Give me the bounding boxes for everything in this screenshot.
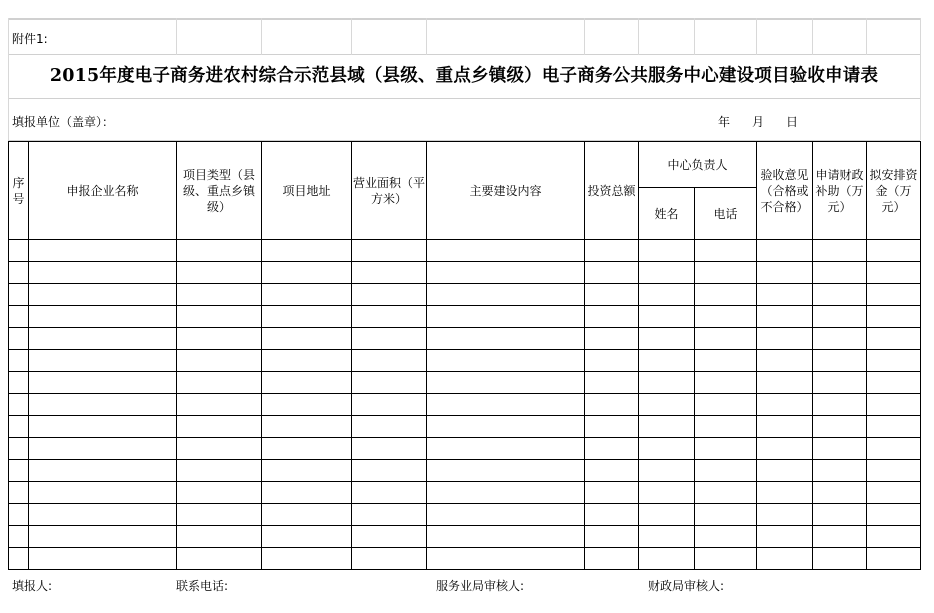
grid-vline bbox=[584, 18, 585, 55]
table-cell[interactable] bbox=[352, 240, 427, 262]
table-cell[interactable] bbox=[9, 394, 29, 416]
table-cell[interactable] bbox=[9, 526, 29, 548]
table-cell[interactable] bbox=[639, 504, 695, 526]
table-cell[interactable] bbox=[427, 526, 585, 548]
table-cell[interactable] bbox=[352, 548, 427, 570]
table-cell[interactable] bbox=[757, 416, 813, 438]
application-table bbox=[8, 141, 921, 570]
table-cell[interactable] bbox=[867, 394, 921, 416]
table-cell[interactable] bbox=[585, 504, 639, 526]
header-name: 姓名 bbox=[639, 188, 695, 240]
table-cell[interactable] bbox=[262, 394, 352, 416]
table-cell[interactable] bbox=[262, 306, 352, 328]
table-cell[interactable] bbox=[352, 284, 427, 306]
table-cell[interactable] bbox=[867, 262, 921, 284]
table-cell[interactable] bbox=[177, 372, 262, 394]
table-cell[interactable] bbox=[585, 526, 639, 548]
table-cell[interactable] bbox=[695, 460, 757, 482]
table-cell[interactable] bbox=[177, 306, 262, 328]
table-cell[interactable] bbox=[585, 394, 639, 416]
table-cell[interactable] bbox=[757, 372, 813, 394]
table-cell[interactable] bbox=[352, 306, 427, 328]
table-cell[interactable] bbox=[29, 306, 177, 328]
table-cell[interactable] bbox=[813, 482, 867, 504]
table-cell[interactable] bbox=[639, 394, 695, 416]
table-cell[interactable] bbox=[813, 240, 867, 262]
table-cell[interactable] bbox=[757, 460, 813, 482]
table-cell[interactable] bbox=[262, 438, 352, 460]
grid-vline bbox=[426, 18, 427, 55]
table-cell[interactable] bbox=[757, 482, 813, 504]
table-cell[interactable] bbox=[427, 350, 585, 372]
table-row bbox=[9, 328, 921, 350]
table-cell[interactable] bbox=[427, 460, 585, 482]
table-cell[interactable] bbox=[867, 504, 921, 526]
table-cell[interactable] bbox=[867, 526, 921, 548]
table-cell[interactable] bbox=[695, 328, 757, 350]
date-year: 年 bbox=[718, 115, 731, 129]
table-cell[interactable] bbox=[427, 394, 585, 416]
table-cell[interactable] bbox=[29, 526, 177, 548]
table-row bbox=[9, 526, 921, 548]
table-cell[interactable] bbox=[867, 306, 921, 328]
table-cell[interactable] bbox=[639, 372, 695, 394]
table-row bbox=[9, 504, 921, 526]
table-cell[interactable] bbox=[262, 328, 352, 350]
table-cell[interactable] bbox=[585, 262, 639, 284]
grid-vline bbox=[756, 18, 757, 55]
grid-vline bbox=[694, 18, 695, 55]
table-cell[interactable] bbox=[757, 306, 813, 328]
table-row bbox=[9, 416, 921, 438]
header-person-in-charge: 中心负责人 bbox=[639, 142, 757, 188]
table-cell[interactable] bbox=[29, 394, 177, 416]
table-cell[interactable] bbox=[867, 284, 921, 306]
table-cell[interactable] bbox=[639, 350, 695, 372]
table-cell[interactable] bbox=[867, 438, 921, 460]
table-cell[interactable] bbox=[29, 372, 177, 394]
table-cell[interactable] bbox=[813, 526, 867, 548]
header-subsidy: 申请财政补助（万元） bbox=[813, 142, 867, 240]
table-cell[interactable] bbox=[695, 526, 757, 548]
table-cell[interactable] bbox=[757, 526, 813, 548]
table-cell[interactable] bbox=[585, 460, 639, 482]
table-cell[interactable] bbox=[352, 526, 427, 548]
table-cell[interactable] bbox=[813, 460, 867, 482]
table-row bbox=[9, 460, 921, 482]
table-cell[interactable] bbox=[757, 394, 813, 416]
table-cell[interactable] bbox=[585, 416, 639, 438]
table-cell[interactable] bbox=[9, 262, 29, 284]
table-cell[interactable] bbox=[262, 548, 352, 570]
table-cell[interactable] bbox=[427, 438, 585, 460]
table-cell[interactable] bbox=[262, 460, 352, 482]
table-cell[interactable] bbox=[867, 240, 921, 262]
table-cell[interactable] bbox=[262, 240, 352, 262]
table-cell[interactable] bbox=[427, 548, 585, 570]
table-cell[interactable] bbox=[757, 504, 813, 526]
table-cell[interactable] bbox=[695, 504, 757, 526]
table-cell[interactable] bbox=[9, 482, 29, 504]
table-cell[interactable] bbox=[867, 328, 921, 350]
table-cell[interactable] bbox=[639, 460, 695, 482]
document-title: 2015年度电子商务进农村综合示范县域（县级、重点乡镇级）电子商务公共服务中心建设项目验收申请表 bbox=[49, 66, 879, 86]
table-cell[interactable] bbox=[177, 350, 262, 372]
table-cell[interactable] bbox=[177, 482, 262, 504]
table-cell[interactable] bbox=[757, 262, 813, 284]
table-row bbox=[9, 548, 921, 570]
table-cell[interactable] bbox=[352, 416, 427, 438]
table-cell[interactable] bbox=[695, 548, 757, 570]
table-cell[interactable] bbox=[177, 394, 262, 416]
table-cell[interactable] bbox=[29, 438, 177, 460]
table-row bbox=[9, 306, 921, 328]
table-cell[interactable] bbox=[585, 548, 639, 570]
table-cell[interactable] bbox=[177, 438, 262, 460]
header-acceptance: 验收意见（合格或不合格） bbox=[757, 142, 813, 240]
table-cell[interactable] bbox=[262, 482, 352, 504]
table-cell[interactable] bbox=[9, 240, 29, 262]
table-cell[interactable] bbox=[695, 394, 757, 416]
table-cell[interactable] bbox=[695, 438, 757, 460]
table-cell[interactable] bbox=[427, 262, 585, 284]
table-cell[interactable] bbox=[29, 548, 177, 570]
table-cell[interactable] bbox=[262, 504, 352, 526]
footer-contact-phone: 联系电话: bbox=[176, 579, 229, 593]
table-cell[interactable] bbox=[639, 284, 695, 306]
table-row bbox=[9, 438, 921, 460]
header-seq: 序号 bbox=[9, 142, 29, 240]
table-cell[interactable] bbox=[585, 328, 639, 350]
table-cell[interactable] bbox=[695, 350, 757, 372]
table-cell[interactable] bbox=[177, 262, 262, 284]
table-row bbox=[9, 284, 921, 306]
table-cell[interactable] bbox=[813, 262, 867, 284]
header-investment: 投资总额 bbox=[585, 142, 639, 240]
table-cell[interactable] bbox=[9, 460, 29, 482]
table-row bbox=[9, 262, 921, 284]
table-cell[interactable] bbox=[352, 460, 427, 482]
table-cell[interactable] bbox=[352, 262, 427, 284]
table-cell[interactable] bbox=[177, 328, 262, 350]
table-cell[interactable] bbox=[585, 306, 639, 328]
table-cell[interactable] bbox=[9, 284, 29, 306]
table-cell[interactable] bbox=[585, 284, 639, 306]
table-cell[interactable] bbox=[813, 372, 867, 394]
table-cell[interactable] bbox=[867, 416, 921, 438]
grid-vline bbox=[176, 18, 177, 55]
table-cell[interactable] bbox=[9, 328, 29, 350]
table-cell[interactable] bbox=[262, 284, 352, 306]
table-cell[interactable] bbox=[352, 482, 427, 504]
table-cell[interactable] bbox=[757, 438, 813, 460]
table-cell[interactable] bbox=[262, 372, 352, 394]
table-cell[interactable] bbox=[29, 350, 177, 372]
table-cell[interactable] bbox=[585, 240, 639, 262]
table-cell[interactable] bbox=[813, 548, 867, 570]
header-area: 营业面积（平方米） bbox=[352, 142, 427, 240]
table-cell[interactable] bbox=[29, 416, 177, 438]
table-cell[interactable] bbox=[9, 350, 29, 372]
table-cell[interactable] bbox=[639, 262, 695, 284]
table-cell[interactable] bbox=[813, 306, 867, 328]
table-cell[interactable] bbox=[9, 438, 29, 460]
table-cell[interactable] bbox=[813, 350, 867, 372]
table-cell[interactable] bbox=[177, 416, 262, 438]
table-cell[interactable] bbox=[813, 416, 867, 438]
table-cell[interactable] bbox=[29, 240, 177, 262]
table-row bbox=[9, 350, 921, 372]
date-month: 月 bbox=[752, 115, 765, 129]
grid-vline bbox=[261, 18, 262, 55]
footer-service-bureau-reviewer: 服务业局审核人: bbox=[436, 579, 525, 593]
grid-vline bbox=[866, 18, 867, 55]
footer-finance-bureau-reviewer: 财政局审核人: bbox=[648, 579, 725, 593]
table-cell[interactable] bbox=[427, 372, 585, 394]
table-cell[interactable] bbox=[9, 504, 29, 526]
table-row bbox=[9, 394, 921, 416]
table-cell[interactable] bbox=[757, 548, 813, 570]
header-project-type: 项目类型（县级、重点乡镇级） bbox=[177, 142, 262, 240]
grid-vline bbox=[638, 18, 639, 55]
table-row bbox=[9, 372, 921, 394]
table-cell[interactable] bbox=[177, 504, 262, 526]
table-cell[interactable] bbox=[639, 306, 695, 328]
table-cell[interactable] bbox=[427, 416, 585, 438]
table-cell[interactable] bbox=[427, 306, 585, 328]
table-cell[interactable] bbox=[695, 372, 757, 394]
table-cell[interactable] bbox=[695, 416, 757, 438]
table-cell[interactable] bbox=[639, 548, 695, 570]
grid-line-attach bbox=[8, 36, 920, 55]
table-cell[interactable] bbox=[427, 504, 585, 526]
table-cell[interactable] bbox=[695, 262, 757, 284]
grid-line-top bbox=[8, 18, 920, 20]
table-cell[interactable] bbox=[352, 350, 427, 372]
table-cell[interactable] bbox=[9, 372, 29, 394]
table-cell[interactable] bbox=[585, 372, 639, 394]
table-cell[interactable] bbox=[639, 438, 695, 460]
table-cell[interactable] bbox=[262, 350, 352, 372]
table-cell[interactable] bbox=[757, 284, 813, 306]
table-cell[interactable] bbox=[29, 262, 177, 284]
table-cell[interactable] bbox=[9, 416, 29, 438]
table-cell[interactable] bbox=[813, 394, 867, 416]
table-cell[interactable] bbox=[262, 416, 352, 438]
date-day: 日 bbox=[786, 115, 799, 129]
table-cell[interactable] bbox=[695, 306, 757, 328]
table-row bbox=[9, 482, 921, 504]
table-cell[interactable] bbox=[427, 482, 585, 504]
table-cell[interactable] bbox=[639, 328, 695, 350]
footer-filler: 填报人: bbox=[12, 579, 53, 593]
grid-vline bbox=[920, 18, 921, 140]
table-cell[interactable] bbox=[585, 438, 639, 460]
header-arranged: 拟安排资金（万元） bbox=[867, 142, 921, 240]
table-cell[interactable] bbox=[29, 482, 177, 504]
table-cell[interactable] bbox=[695, 240, 757, 262]
table-cell[interactable] bbox=[177, 284, 262, 306]
table-body bbox=[9, 240, 921, 570]
table-cell[interactable] bbox=[427, 284, 585, 306]
table-cell[interactable] bbox=[867, 372, 921, 394]
table-cell[interactable] bbox=[867, 482, 921, 504]
table-cell[interactable] bbox=[639, 416, 695, 438]
table-cell[interactable] bbox=[813, 284, 867, 306]
table-cell[interactable] bbox=[427, 240, 585, 262]
table-cell[interactable] bbox=[352, 504, 427, 526]
table-cell[interactable] bbox=[177, 548, 262, 570]
attachment-label: 附件1: bbox=[12, 32, 48, 46]
table-cell[interactable] bbox=[695, 482, 757, 504]
table-cell[interactable] bbox=[757, 350, 813, 372]
table-cell[interactable] bbox=[585, 482, 639, 504]
table-cell[interactable] bbox=[639, 482, 695, 504]
header-company: 申报企业名称 bbox=[29, 142, 177, 240]
table-cell[interactable] bbox=[352, 438, 427, 460]
table-cell[interactable] bbox=[352, 372, 427, 394]
date-fields bbox=[718, 113, 820, 130]
table-cell[interactable] bbox=[352, 394, 427, 416]
table-cell[interactable] bbox=[427, 328, 585, 350]
table-cell[interactable] bbox=[813, 438, 867, 460]
table-cell[interactable] bbox=[695, 284, 757, 306]
table-cell[interactable] bbox=[177, 460, 262, 482]
table-cell[interactable] bbox=[29, 504, 177, 526]
table-cell[interactable] bbox=[867, 350, 921, 372]
header-phone: 电话 bbox=[695, 188, 757, 240]
table-cell[interactable] bbox=[639, 240, 695, 262]
table-cell[interactable] bbox=[867, 548, 921, 570]
table-cell[interactable] bbox=[29, 284, 177, 306]
table-row bbox=[9, 240, 921, 262]
table-cell[interactable] bbox=[177, 526, 262, 548]
header-content: 主要建设内容 bbox=[427, 142, 585, 240]
filler-unit-label: 填报单位（盖章）： bbox=[12, 115, 115, 129]
table-cell[interactable] bbox=[352, 328, 427, 350]
table-cell[interactable] bbox=[262, 526, 352, 548]
grid-vline bbox=[351, 18, 352, 55]
table-cell[interactable] bbox=[29, 460, 177, 482]
table-cell[interactable] bbox=[9, 548, 29, 570]
table-cell[interactable] bbox=[262, 262, 352, 284]
table-cell[interactable] bbox=[177, 240, 262, 262]
table-cell[interactable] bbox=[757, 328, 813, 350]
header-address: 项目地址 bbox=[262, 142, 352, 240]
grid-vline bbox=[812, 18, 813, 55]
table-cell[interactable] bbox=[813, 504, 867, 526]
table-cell[interactable] bbox=[867, 460, 921, 482]
table-cell[interactable] bbox=[813, 328, 867, 350]
table-cell[interactable] bbox=[585, 350, 639, 372]
table-cell[interactable] bbox=[29, 328, 177, 350]
table-cell[interactable] bbox=[639, 526, 695, 548]
table-cell[interactable] bbox=[757, 240, 813, 262]
table-cell[interactable] bbox=[9, 306, 29, 328]
